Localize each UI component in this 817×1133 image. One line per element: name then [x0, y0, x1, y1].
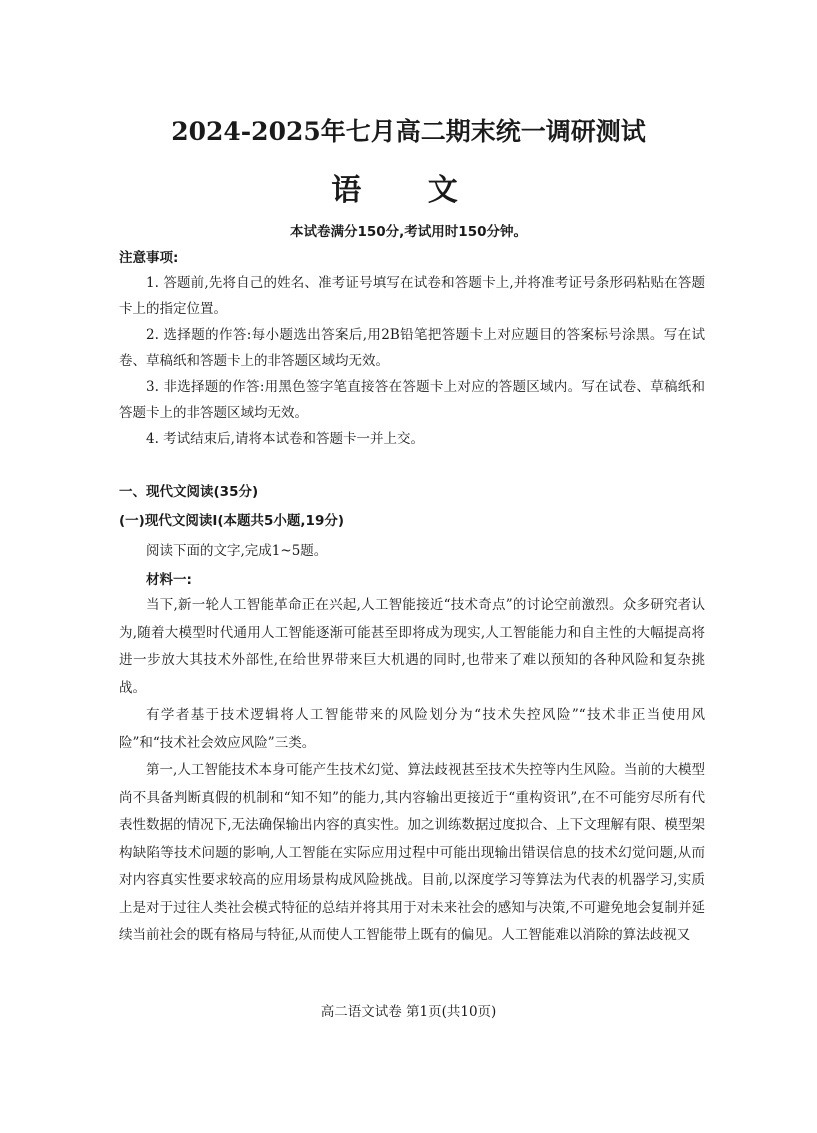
reading-instruction: 阅读下面的文字,完成1~5题。: [146, 543, 328, 559]
page-footer: 高二语文试卷 第1页(共10页): [320, 1004, 497, 1020]
notice-heading: 注意事项:: [119, 250, 179, 266]
article-paragraph: 有学者基于技术逻辑将人工智能带来的风险划分为“技术失控风险”“技术非正当使用风险”和“技术社会效应风险”三类。: [119, 707, 705, 751]
section-heading: 一、现代文阅读(35分): [119, 484, 259, 500]
subject-text: 语 文: [331, 173, 486, 208]
notice-item: 4. 考试结束后,请将本试卷和答题卡一并上交。: [146, 431, 424, 447]
article-paragraph: 当下,新一轮人工智能革命正在兴起,人工智能接近“技术奇点”的讨论空前激烈。众多研究者认为,随着大模型时代通用人工智能逐渐可能甚至即将成为现实,人工智能能力和自主性的大幅提高将进一步放大其技术外部性,在给世界带来巨大机遇的同时,也带来了难以预知的各种风险和复杂挑战。: [119, 597, 705, 696]
notice-item: 2. 选择题的作答:每小题选出答案后,用2B铅笔把答题卡上对应题目的答案标号涂黑。写在试卷、草稿纸和答题卡上的非答题区域均无效。: [119, 327, 705, 369]
exam-title: 2024-2025年七月高二期末统一调研测试: [171, 117, 646, 146]
notice-list: [119, 270, 705, 452]
article-body: [119, 592, 705, 950]
exam-info: 本试卷满分150分,考试用时150分钟。: [290, 224, 527, 240]
subject-title: [0, 165, 817, 209]
notice-item: 1. 答题前,先将自己的姓名、准考证号填写在试卷和答题卡上,并将准考证号条形码粘贴在答题卡上的指定位置。: [119, 275, 705, 317]
material-label: 材料一:: [146, 572, 192, 588]
notice-item: 3. 非选择题的作答:用黑色签字笔直接答在答题卡上对应的答题区域内。写在试卷、草稿纸和答题卡上的非答题区域均无效。: [119, 379, 705, 421]
article-paragraph: 第一,人工智能技术本身可能产生技术幻觉、算法歧视甚至技术失控等内生风险。当前的大模型尚不具备判断真假的机制和“知不知”的能力,其内容输出更接近于“重构资讯”,在不可能穷尽所有代表性数据的情况下,无法确保输出内容的真实性。加之训练数据过度拟合、上下文理解有限、模型架构缺陷等技术问题的影响,人工智能在实际应用过程中可能出现输出错误信息的技术幻觉问题,从而对内容真实性要求较高的应用场景构成风险挑战。目前,以深度学习等算法为代表的机器学习,实质上是对于过往人类社会模式特征的总结并将其用于对未来社会的感知与决策,不可避免地会复制并延续当前社会的既有格局与特征,从而使人工智能带上既有的偏见。人工智能难以消除的算法歧视又: [119, 762, 705, 943]
subsection-heading: (一)现代文阅读Ⅰ(本题共5小题,19分): [119, 513, 345, 529]
